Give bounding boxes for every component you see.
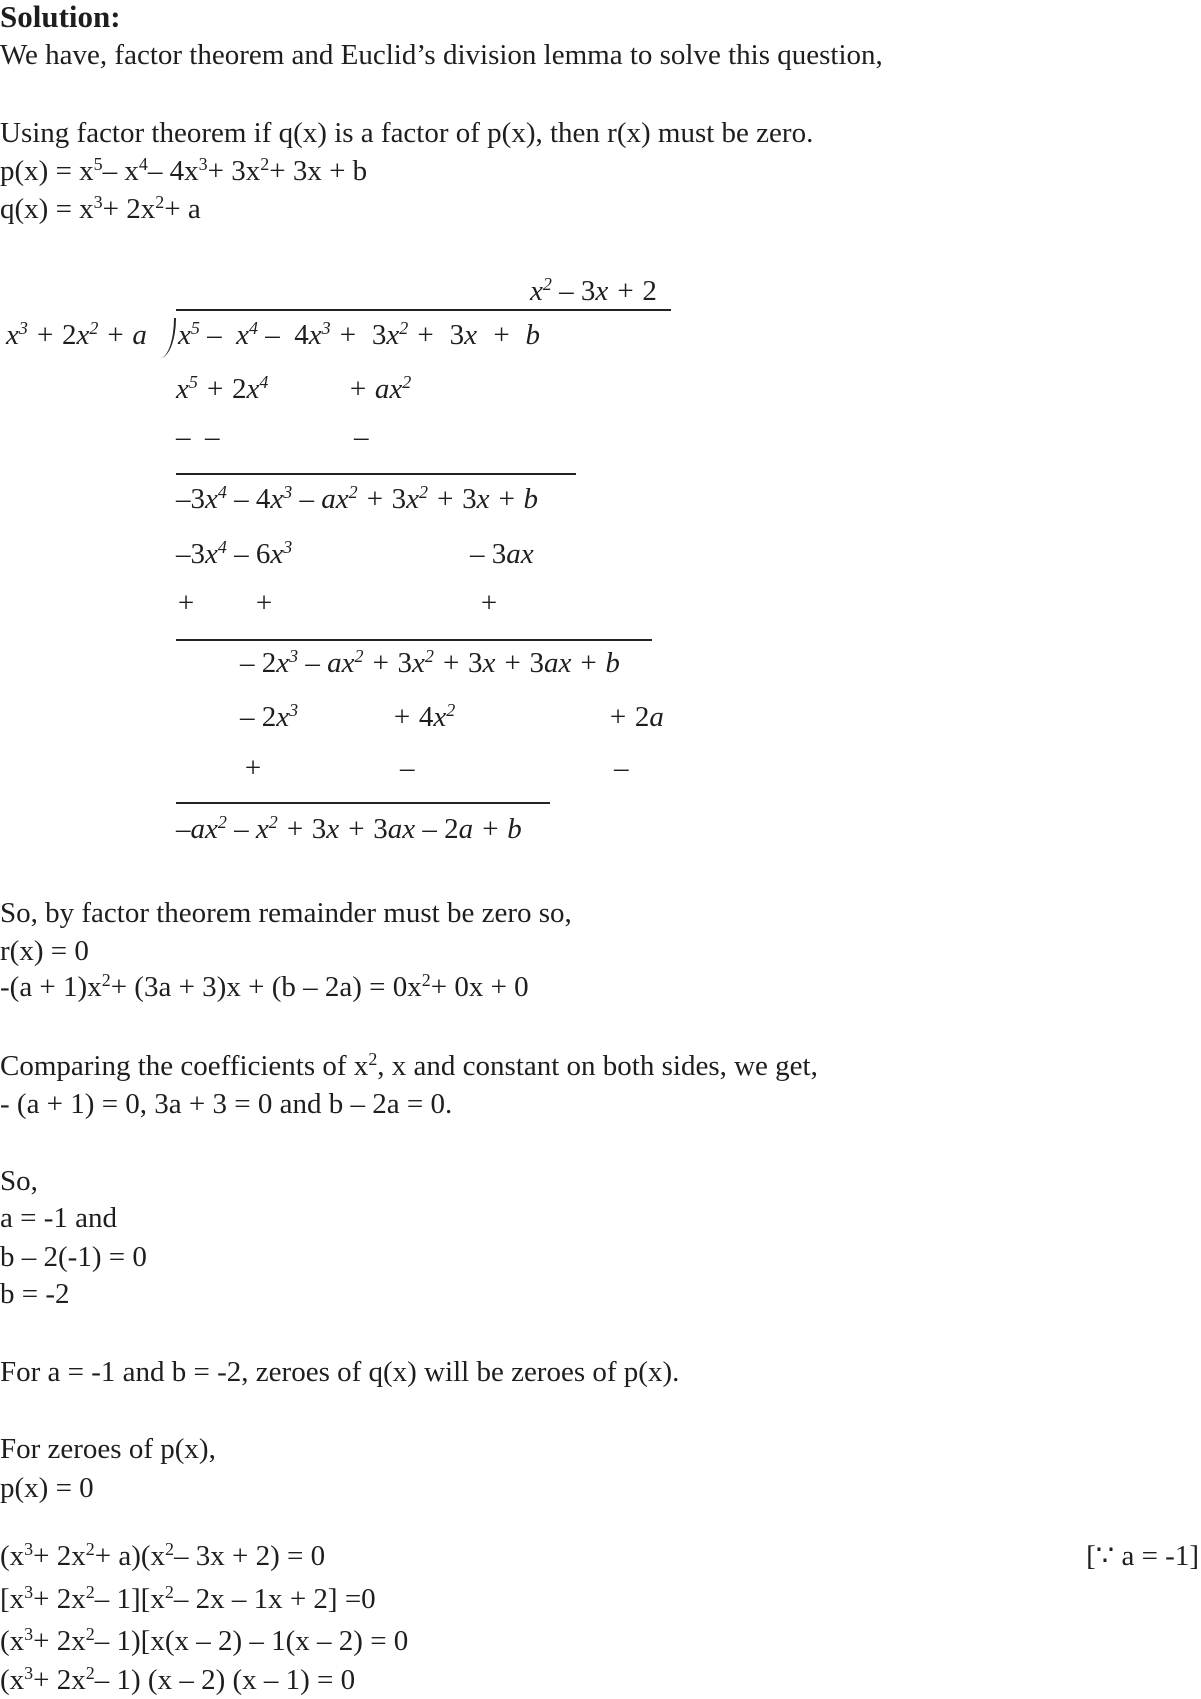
subtraction-line <box>176 802 550 804</box>
q-definition: $q(x) = x^3+ 2x^2+ a$ <box>0 192 201 225</box>
step3-term: + $4x^2$ <box>392 700 456 733</box>
step3-signs: – <box>400 752 415 784</box>
step2-term: – 3ax <box>470 538 534 570</box>
equation-line: $(x^3+ 2x^2+ a)(x^2-$ 3x + 2) = 0 <box>0 1539 326 1572</box>
equation-line: b = -2 <box>0 1278 70 1310</box>
subtraction-line <box>176 639 652 641</box>
since-note: [∵ a = -1] <box>1086 1540 1199 1572</box>
step2-signs: + <box>254 587 274 619</box>
step1-signs: – – <box>176 421 220 453</box>
quotient: $x^2 - 3x + 2$ <box>530 274 657 307</box>
factor-theorem-text: Using factor theorem if q(x) is a factor of p(x), then r(x) must be zero. <box>0 117 814 149</box>
solution-heading: Solution: <box>0 0 121 34</box>
text-line: Comparing the coefficients of $x^2$, x and constant on both sides, we get, <box>0 1049 818 1082</box>
text-line: So, <box>0 1165 38 1197</box>
equation-line: [$x^3+ 2x^2-$ $1][x^2-$ 2x – 1x + 2] =0 <box>0 1582 376 1615</box>
intro-text: We have, factor theorem and Euclid’s division lemma to solve this question, <box>0 39 883 71</box>
step2-signs: + <box>479 587 499 619</box>
dividend: $x^5 - x^4 - 4x^3 + 3x^2 + 3x + b$ <box>178 318 541 351</box>
step2-term: $-3x^4 - 6x^3$ <box>176 537 293 570</box>
step2-signs: + <box>176 587 196 619</box>
equation-line: p(x) = 0 <box>0 1472 94 1504</box>
step3-term: – $2x^3$ <box>240 700 299 733</box>
equation-line: $-(a + 1)x^2+ (3a + 3)x + (b - 2a) = 0x^2+ 0x + 0$ <box>0 970 529 1003</box>
equation-line: - (a + 1) = 0, 3a + 3 = 0 and b – 2a = 0. <box>0 1088 453 1120</box>
p-definition: $p(x) = x^5-$ $x^4-$ $4x^3+ 3x^2+ 3x + b$ <box>0 154 368 187</box>
equation-line: ($x^3+ 2x^2-$ 1) (x – 2) (x – 1) = 0 <box>0 1663 356 1696</box>
step3-signs: – <box>614 752 629 784</box>
divisor: $x^3 + 2x^2 + a$ <box>6 318 147 351</box>
remainder-1: $-3x^4 - 4x^3 - ax^2 + 3x^2 + 3x + b$ <box>176 482 539 515</box>
step1-term: + $ax^2$ <box>348 372 412 405</box>
equation-line: a = -1 and <box>0 1202 118 1234</box>
division-bar <box>176 309 671 311</box>
subtraction-line <box>176 473 576 475</box>
text-line: r(x) = 0 <box>0 935 89 967</box>
text-line: For zeroes of p(x), <box>0 1433 216 1465</box>
division-bracket <box>160 318 176 358</box>
step3-signs: + <box>243 752 263 784</box>
text-line: So, by factor theorem remainder must be zero so, <box>0 897 572 929</box>
step1-signs: – <box>354 421 369 453</box>
step1-term: $x^5 + 2x^4$ <box>176 372 269 405</box>
equation-line: ($x^3+ 2x^2-$ 1)[x(x – 2) – 1(x – 2) = 0 <box>0 1624 409 1657</box>
text-line: For a = -1 and b = -2, zeroes of q(x) will be zeroes of p(x). <box>0 1356 680 1388</box>
equation-line: b – 2(-1) = 0 <box>0 1241 147 1273</box>
remainder-2: – $2x^3 - ax^2 + 3x^2 + 3x + 3ax + b$ <box>240 646 620 679</box>
step3-term: + 2a <box>608 701 664 733</box>
final-remainder: $-ax^2 - x^2 + 3x + 3ax - 2a + b$ <box>176 812 522 845</box>
